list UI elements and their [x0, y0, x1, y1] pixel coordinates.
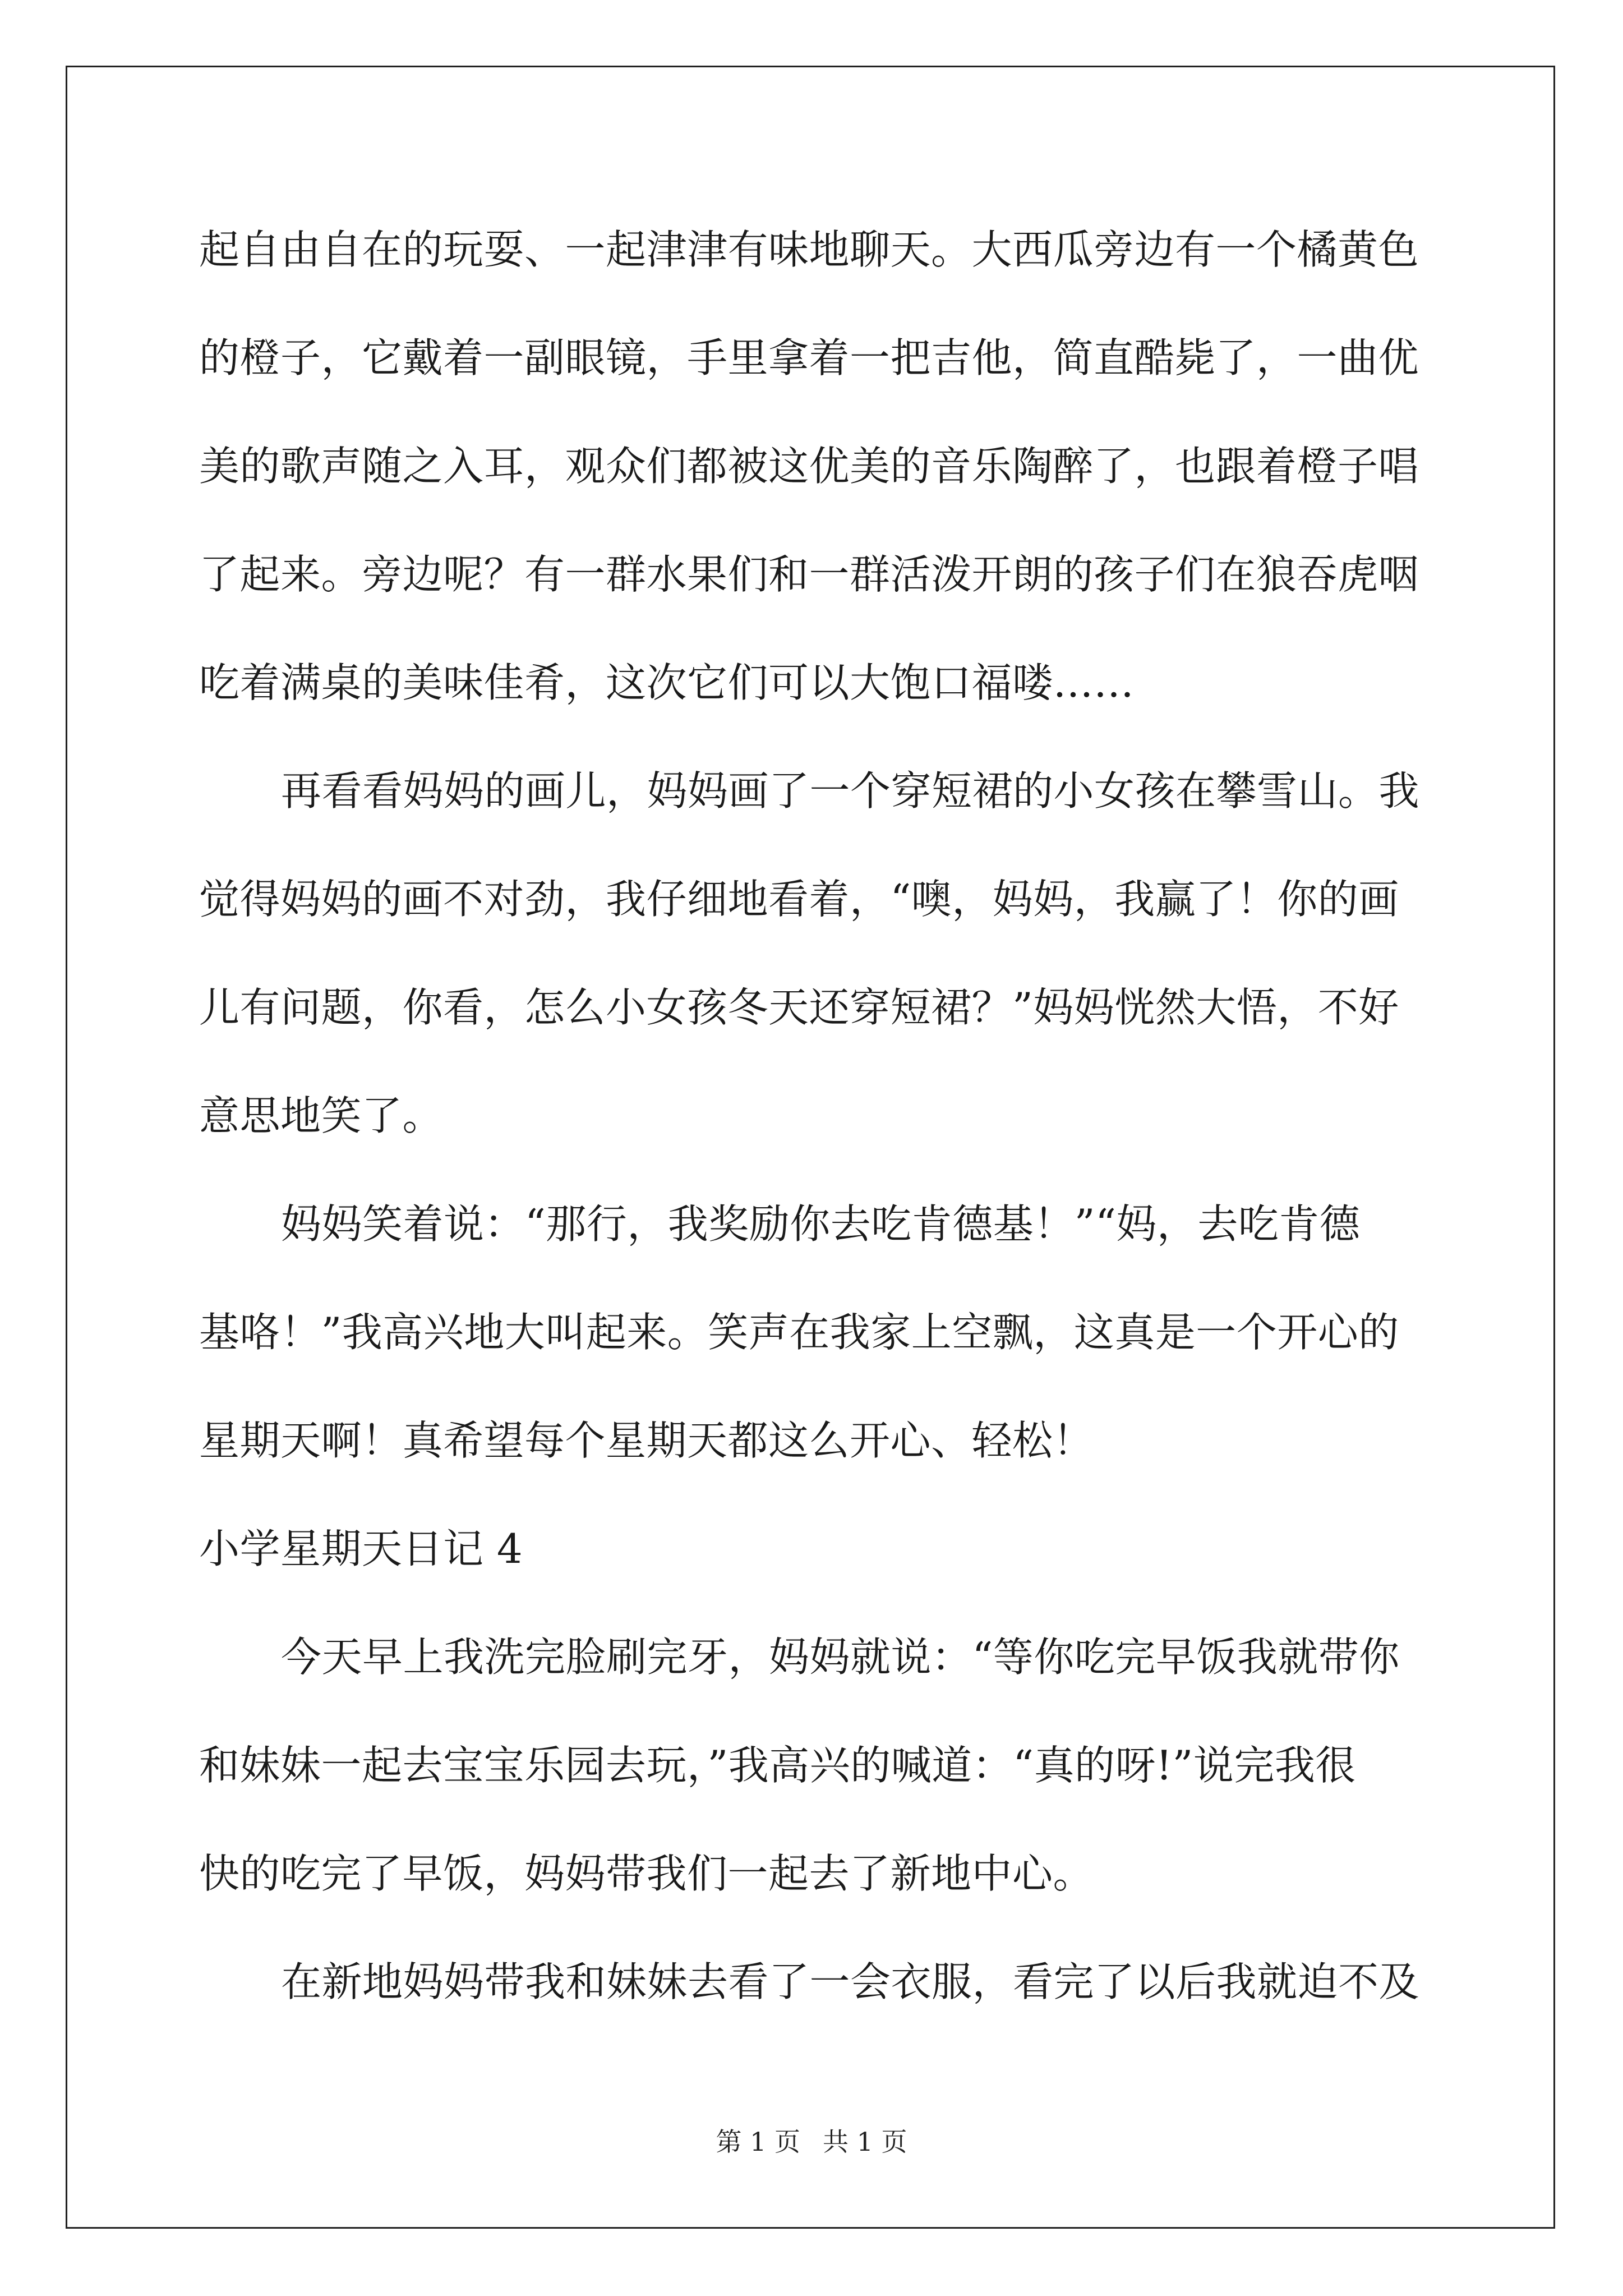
- text-line: 快的吃完了早饭，妈妈带我们一起去了新地中心。: [199, 1850, 1094, 1897]
- text-line: 儿有问题，你看，怎么小女孩冬天还穿短裙？”妈妈恍然大悟，不好: [199, 984, 1399, 1031]
- page-total: 共 1 页: [823, 2127, 907, 2157]
- text-line: 美的歌声随之入耳，观众们都被这优美的音乐陶醉了，也跟着橙子唱: [199, 443, 1419, 490]
- paragraph-start-line: 在新地妈妈带我和妹妹去看了一会衣服，看完了以后我就迫不及: [281, 1958, 1420, 2005]
- text-line: 星期天啊！真希望每个星期天都这么开心、轻松！: [199, 1417, 1094, 1464]
- text-line: 吃着满桌的美味佳肴，这次它们可以大饱口福喽……: [199, 659, 1135, 706]
- page-footer: [0, 2125, 1623, 2159]
- section-heading: 小学星期天日记 4: [199, 1525, 523, 1572]
- page-number: 第 1 页: [716, 2127, 800, 2157]
- text-line: 起自由自在的玩耍、一起津津有味地聊天。大西瓜旁边有一个橘黄色: [199, 226, 1419, 273]
- text-line: 基咯！”我高兴地大叫起来。笑声在我家上空飘，这真是一个开心的: [199, 1309, 1399, 1356]
- paragraph-start-line: 妈妈笑着说：“那行，我奖励你去吃肯德基！”“妈，去吃肯德: [281, 1200, 1361, 1248]
- text-line: 和妹妹一起去宝宝乐园去玩，”我高兴的喊道：“真的呀!”说完我很: [199, 1742, 1356, 1789]
- text-line: 觉得妈妈的画不对劲，我仔细地看着，“噢，妈妈，我赢了！你的画: [199, 876, 1399, 923]
- paragraph-start-line: 再看看妈妈的画儿，妈妈画了一个穿短裙的小女孩在攀雪山。我: [281, 767, 1420, 815]
- text-line: 了起来。旁边呢？有一群水果们和一群活泼开朗的孩子们在狼吞虎咽: [199, 551, 1419, 598]
- document-body: [199, 219, 1427, 2059]
- paragraph-start-line: 今天早上我洗完脸刷完牙，妈妈就说：“等你吃完早饭我就带你: [281, 1634, 1400, 1681]
- text-line: 的橙子，它戴着一副眼镜，手里拿着一把吉他，简直酷毙了，一曲优: [199, 334, 1419, 381]
- text-line: 意思地笑了。: [199, 1092, 444, 1139]
